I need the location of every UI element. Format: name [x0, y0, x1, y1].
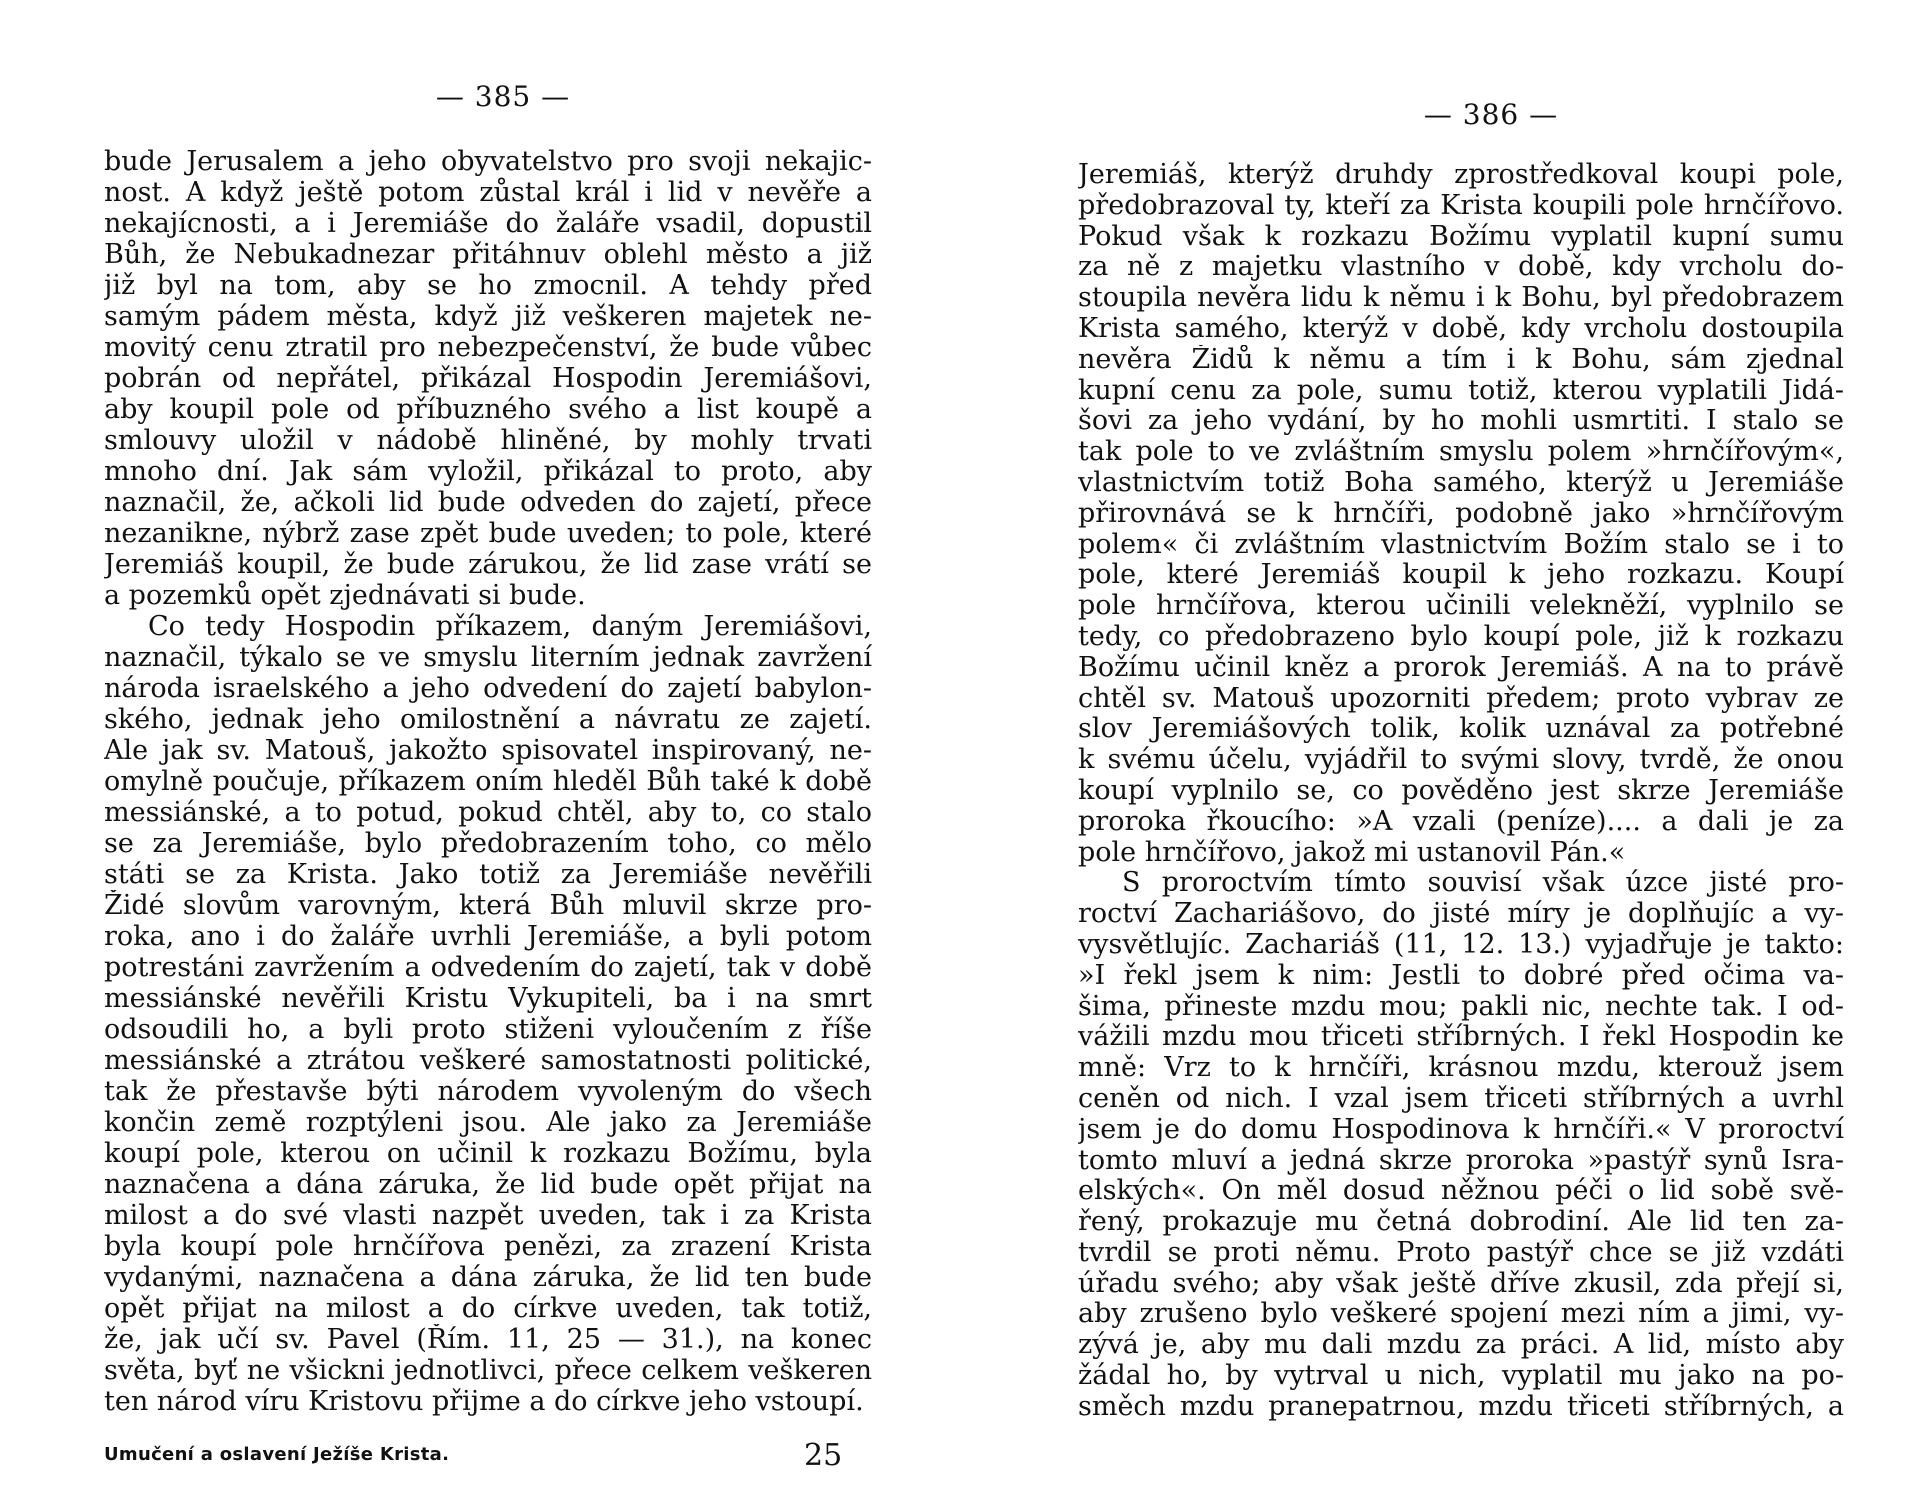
text-line: pole hrnčířovo, jakož mi ustanovil Pán.«	[1078, 837, 1626, 868]
text-line: Božímu učinil kněz a prorok Jeremiáš. A na to právě	[1078, 652, 1844, 683]
text-line: aby zrušeno bylo veškeré spojení mezi ním a jimi, vy-	[1078, 1299, 1844, 1330]
text-line: tak pole to ve zvláštním smyslu polem »hrnčířovým«,	[1078, 437, 1844, 468]
text-line: proroka řkoucího: »A vzali (peníze).... a dali je za	[1078, 806, 1844, 837]
text-line: nezanikne, nýbrž zase zpět bude uveden; to pole, které	[104, 518, 872, 549]
text-line: smlouvy uložil v nádobě hliněné, by mohly trvati	[104, 425, 872, 456]
text-line: ten národ víru Kristovu přijme a do církve jeho vstoupí.	[104, 1386, 864, 1417]
text-line: pobrán od nepřátel, přikázal Hospodin Jeremiášovi,	[104, 363, 872, 394]
page-footer	[104, 1438, 872, 1478]
text-line: směch mzdu pranepatrnou, mzdu třiceti stříbrných, a	[1078, 1391, 1844, 1422]
text-line: koupí vyplnilo se, co pověděno jest skrze Jeremiáše	[1078, 775, 1844, 806]
right-page-text	[1078, 160, 1844, 1423]
text-line: potrestáni zavržením a odvedením do zajetí, tak v době	[104, 952, 872, 983]
text-line: nost. A když ještě potom zůstal král i lid v nevěře a	[104, 177, 872, 208]
text-line: kupní cenu za pole, sumu totiž, kterou vyplatili Jidá-	[1078, 375, 1844, 406]
text-line: ského, jednak jeho omilostnění a návratu ze zajetí.	[104, 704, 872, 735]
text-line: ceněn od nich. I vzal jsem třiceti stříbrných a uvrhl	[1078, 1083, 1844, 1114]
left-page	[104, 0, 872, 1500]
text-line: zývá je, aby mu dali mzdu za práci. A lid, místo aby	[1078, 1330, 1844, 1361]
text-line: vlastnictvím totiž Boha samého, kterýž u Jeremiáše	[1078, 467, 1844, 498]
text-line: Krista samého, kterýž v době, kdy vrcholu dostoupila	[1078, 313, 1844, 344]
text-line: byla koupí pole hrnčířova penězi, za zrazení Krista	[104, 1231, 872, 1262]
text-line: aby koupil pole od příbuzného svého a list koupě a	[104, 394, 872, 425]
text-line: a pozemků opět zjednávati si bude.	[104, 580, 586, 611]
text-line: tvrdil se proti němu. Proto pastýř chce se již vzdáti	[1078, 1237, 1844, 1268]
text-line: že, jak učí sv. Pavel (Řím. 11, 25 — 31.), na konec	[104, 1324, 872, 1355]
text-line: národa israelského a jeho odvedení do zajetí babylon-	[104, 673, 872, 704]
text-line: koupí pole, kterou on učinil k rozkazu Božímu, byla	[104, 1138, 872, 1169]
text-line: Jeremiáš koupil, že bude zárukou, že lid zase vrátí se	[104, 549, 872, 580]
text-line: naznačil, že, ačkoli lid bude odveden do zajetí, přece	[104, 487, 872, 518]
text-line: omylně poučuje, příkazem oním hleděl Bůh také k době	[104, 766, 872, 797]
text-line: roka, ano i do žaláře uvrhli Jeremiáše, a byli potom	[104, 921, 872, 952]
text-line: řený, prokazuje mu četná dobrodiní. Ale lid ten za-	[1078, 1207, 1844, 1238]
text-line: Bůh, že Nebukadnezar přitáhnuv oblehl město a již	[104, 239, 872, 270]
text-line: messiánské nevěřili Kristu Vykupiteli, ba i na smrt	[104, 983, 872, 1014]
text-line: vydanými, naznačena a dána záruka, že lid ten bude	[104, 1262, 872, 1293]
text-line: nekajícnosti, a i Jeremiáše do žaláře vsadil, dopustil	[104, 208, 872, 239]
text-line: chtěl sv. Matouš upozorniti předem; proto vybrav ze	[1078, 683, 1844, 714]
text-line: samým pádem města, když již veškeren majetek ne-	[104, 301, 872, 332]
page-number-left: — 385 —	[435, 80, 571, 113]
text-line: za ně z majetku vlastního v době, kdy vrcholu do-	[1078, 252, 1844, 283]
text-line: světa, byť ne všickni jednotlivci, přece celkem veškeren	[104, 1355, 872, 1386]
text-line: se za Jeremiáše, bylo předobrazením toho, co mělo	[104, 828, 872, 859]
text-line: přirovnává se k hrnčíři, podobně jako »hrnčířovým	[1078, 498, 1844, 529]
signature-mark: 25	[804, 1438, 843, 1473]
text-line: »I řekl jsem k nim: Jestli to dobré před očima va-	[1078, 960, 1844, 991]
text-line: opět přijat na milost a do církve uveden, tak totiž,	[104, 1293, 872, 1324]
text-line: Co tedy Hospodin příkazem, daným Jeremiášovi,	[148, 611, 872, 642]
text-line: messiánské, a to potud, pokud chtěl, aby to, co stalo	[104, 797, 872, 828]
text-line: Židé slovům varovným, která Bůh mluvil skrze pro-	[104, 890, 872, 921]
text-line: vážili mzdu mou třiceti stříbrných. I řekl Hospodin ke	[1078, 1022, 1844, 1053]
text-line: slov Jeremiášových tolik, kolik uznával za potřebné	[1078, 714, 1844, 745]
text-line: messiánské a ztrátou veškeré samostatnosti politické,	[104, 1045, 872, 1076]
text-line: k svému účelu, vyjádřil to svými slovy, tvrdě, že onou	[1078, 745, 1844, 776]
text-line: polem« či zvláštním vlastnictvím Božím stalo se i to	[1078, 529, 1844, 560]
text-line: již byl na tom, aby se ho zmocnil. A tehdy před	[104, 270, 872, 301]
text-line: předobrazoval ty, kteří za Krista koupili pole hrnčířovo.	[1078, 190, 1844, 221]
text-line: vysvětlujíc. Zachariáš (11, 12. 13.) vyjadřuje je takto:	[1078, 929, 1844, 960]
text-line: pole hrnčířova, kterou učinili velekněží, vyplnilo se	[1078, 591, 1844, 622]
text-line: tedy, co předobrazeno bylo koupí pole, již k rozkazu	[1078, 621, 1844, 652]
text-line: elských«. On měl dosud něžnou péči o lid sobě svě-	[1078, 1176, 1844, 1207]
text-line: milost a do své vlasti nazpět uveden, tak i za Krista	[104, 1200, 872, 1231]
text-line: naznačena a dána záruka, že lid bude opět přijat na	[104, 1169, 872, 1200]
text-line: žádal ho, by vytrval u nich, vyplatil mu jako na po-	[1078, 1361, 1844, 1392]
text-line: bude Jerusalem a jeho obyvatelstvo pro svoji nekajic-	[104, 146, 872, 177]
text-line: Jeremiáš, kterýž druhdy zprostředkoval koupi pole,	[1078, 160, 1844, 190]
text-line: státi se za Krista. Jako totiž za Jeremiáše nevěřili	[104, 859, 872, 890]
text-line: roctví Zachariášovo, do jisté míry je doplňujíc a vy-	[1078, 899, 1844, 930]
text-line: šima, přineste mzdu mou; pakli nic, nechte tak. I od-	[1078, 991, 1844, 1022]
right-page	[1078, 0, 1844, 1500]
text-line: pole, které Jeremiáš koupil k jeho rozkazu. Koupí	[1078, 560, 1844, 591]
text-line: Ale jak sv. Matouš, jakožto spisovatel inspirovaný, ne-	[104, 735, 872, 766]
text-line: šovi za jeho vydání, by ho mohli usmrtiti. I stalo se	[1078, 406, 1844, 437]
text-line: mnoho dní. Jak sám vyložil, přikázal to proto, aby	[104, 456, 872, 487]
text-line: odsoudili ho, a byli proto stiženi vyloučením z říše	[104, 1014, 872, 1045]
text-line: jsem je do domu Hospodinova k hrnčíři.« V proroctví	[1078, 1114, 1844, 1145]
text-line: movitý cenu ztratil pro nebezpečenství, že bude vůbec	[104, 332, 872, 363]
text-line: Pokud však k rozkazu Božímu vyplatil kupní sumu	[1078, 221, 1844, 252]
text-line: S proroctvím tímto souvisí však úzce jisté pro-	[1122, 868, 1844, 899]
text-line: mně: Vrz to k hrnčíři, krásnou mzdu, kterouž jsem	[1078, 1053, 1844, 1084]
page-number-right: — 386 —	[1423, 98, 1559, 131]
text-line: naznačil, týkalo se ve smyslu literním jednak zavržení	[104, 642, 872, 673]
text-line: končin země rozptýleni jsou. Ale jako za Jeremiáše	[104, 1107, 872, 1138]
left-page-text	[104, 146, 872, 1417]
text-line: tomto mluví a jedná skrze proroka »pastýř synů Isra-	[1078, 1145, 1844, 1176]
text-line: nevěra Židů k němu a tím i k Bohu, sám zjednal	[1078, 344, 1844, 375]
text-line: úřadu svého; aby však ještě dříve zkusil, zda přejí si,	[1078, 1268, 1844, 1299]
footer-book-title: Umučení a oslavení Ježíše Krista.	[104, 1444, 450, 1465]
text-line: stoupila nevěra lidu k němu i k Bohu, byl předobrazem	[1078, 283, 1844, 314]
text-line: tak že přestavše býti národem vyvoleným do všech	[104, 1076, 872, 1107]
